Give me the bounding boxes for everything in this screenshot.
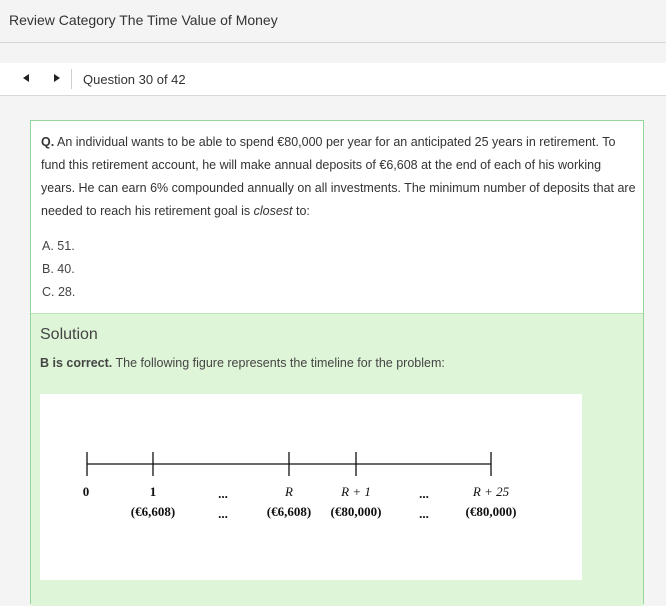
answer-letter: B.	[42, 262, 54, 276]
answer-option-a[interactable]	[42, 235, 75, 258]
timeline-label-bottom: (€80,000)	[465, 504, 517, 519]
question-prefix: Q.	[41, 135, 55, 149]
timeline-label-bottom: (€6,608)	[266, 504, 312, 519]
question-card	[30, 120, 644, 604]
answer-text: 51.	[57, 239, 75, 253]
timeline-label-top: R	[285, 484, 293, 499]
triangle-right-icon[interactable]	[49, 71, 63, 85]
answer-letter: A.	[42, 239, 54, 253]
timeline-label-bottom: (€80,000)	[330, 504, 382, 519]
timeline-label-top: 1	[149, 484, 157, 499]
nav-divider	[71, 69, 72, 89]
question-counter: Question 30 of 42	[83, 72, 186, 87]
answer-letter: C.	[42, 285, 55, 299]
solution-correct-label: B is correct.	[40, 356, 113, 370]
timeline-figure	[40, 394, 582, 580]
timeline-label-top: R + 25	[472, 484, 510, 499]
timeline-ellipsis: ...	[419, 486, 429, 501]
question-body: An individual wants to be able to spend €80,000 per year for an anticipated 25 years in retirement. To fund this retirement account, he will make annual deposits of €6,608 at the end of each of his working years. He can earn 6% compounded annually on all investments. The minimum number of deposits that are needed to reach his retirement goal is	[41, 135, 636, 218]
answer-option-c[interactable]	[42, 281, 75, 304]
timeline-label-top: 0	[82, 484, 90, 499]
timeline-ellipsis: ...	[218, 506, 228, 521]
timeline-ellipsis: ...	[218, 486, 228, 501]
solution-description: The following figure represents the timeline for the problem:	[115, 356, 445, 370]
solution-text	[40, 356, 445, 370]
timeline-label-top: R + 1	[341, 484, 371, 499]
page-title: Review Category The Time Value of Money	[9, 12, 278, 28]
answer-text: 40.	[57, 262, 75, 276]
timeline-svg	[40, 394, 582, 580]
question-nav-bar	[0, 63, 666, 96]
answer-option-b[interactable]	[42, 258, 75, 281]
timeline-ellipsis: ...	[419, 506, 429, 521]
solution-panel	[31, 313, 643, 606]
question-emphasis: closest	[253, 204, 293, 218]
question-text	[41, 131, 637, 223]
timeline-label-bottom: (€6,608)	[130, 504, 176, 519]
solution-title: Solution	[40, 326, 98, 343]
triangle-left-icon[interactable]	[20, 71, 34, 85]
answer-text: 28.	[57, 285, 76, 299]
title-bar	[0, 0, 666, 43]
answer-list	[42, 235, 75, 304]
question-tail: to:	[292, 204, 310, 218]
